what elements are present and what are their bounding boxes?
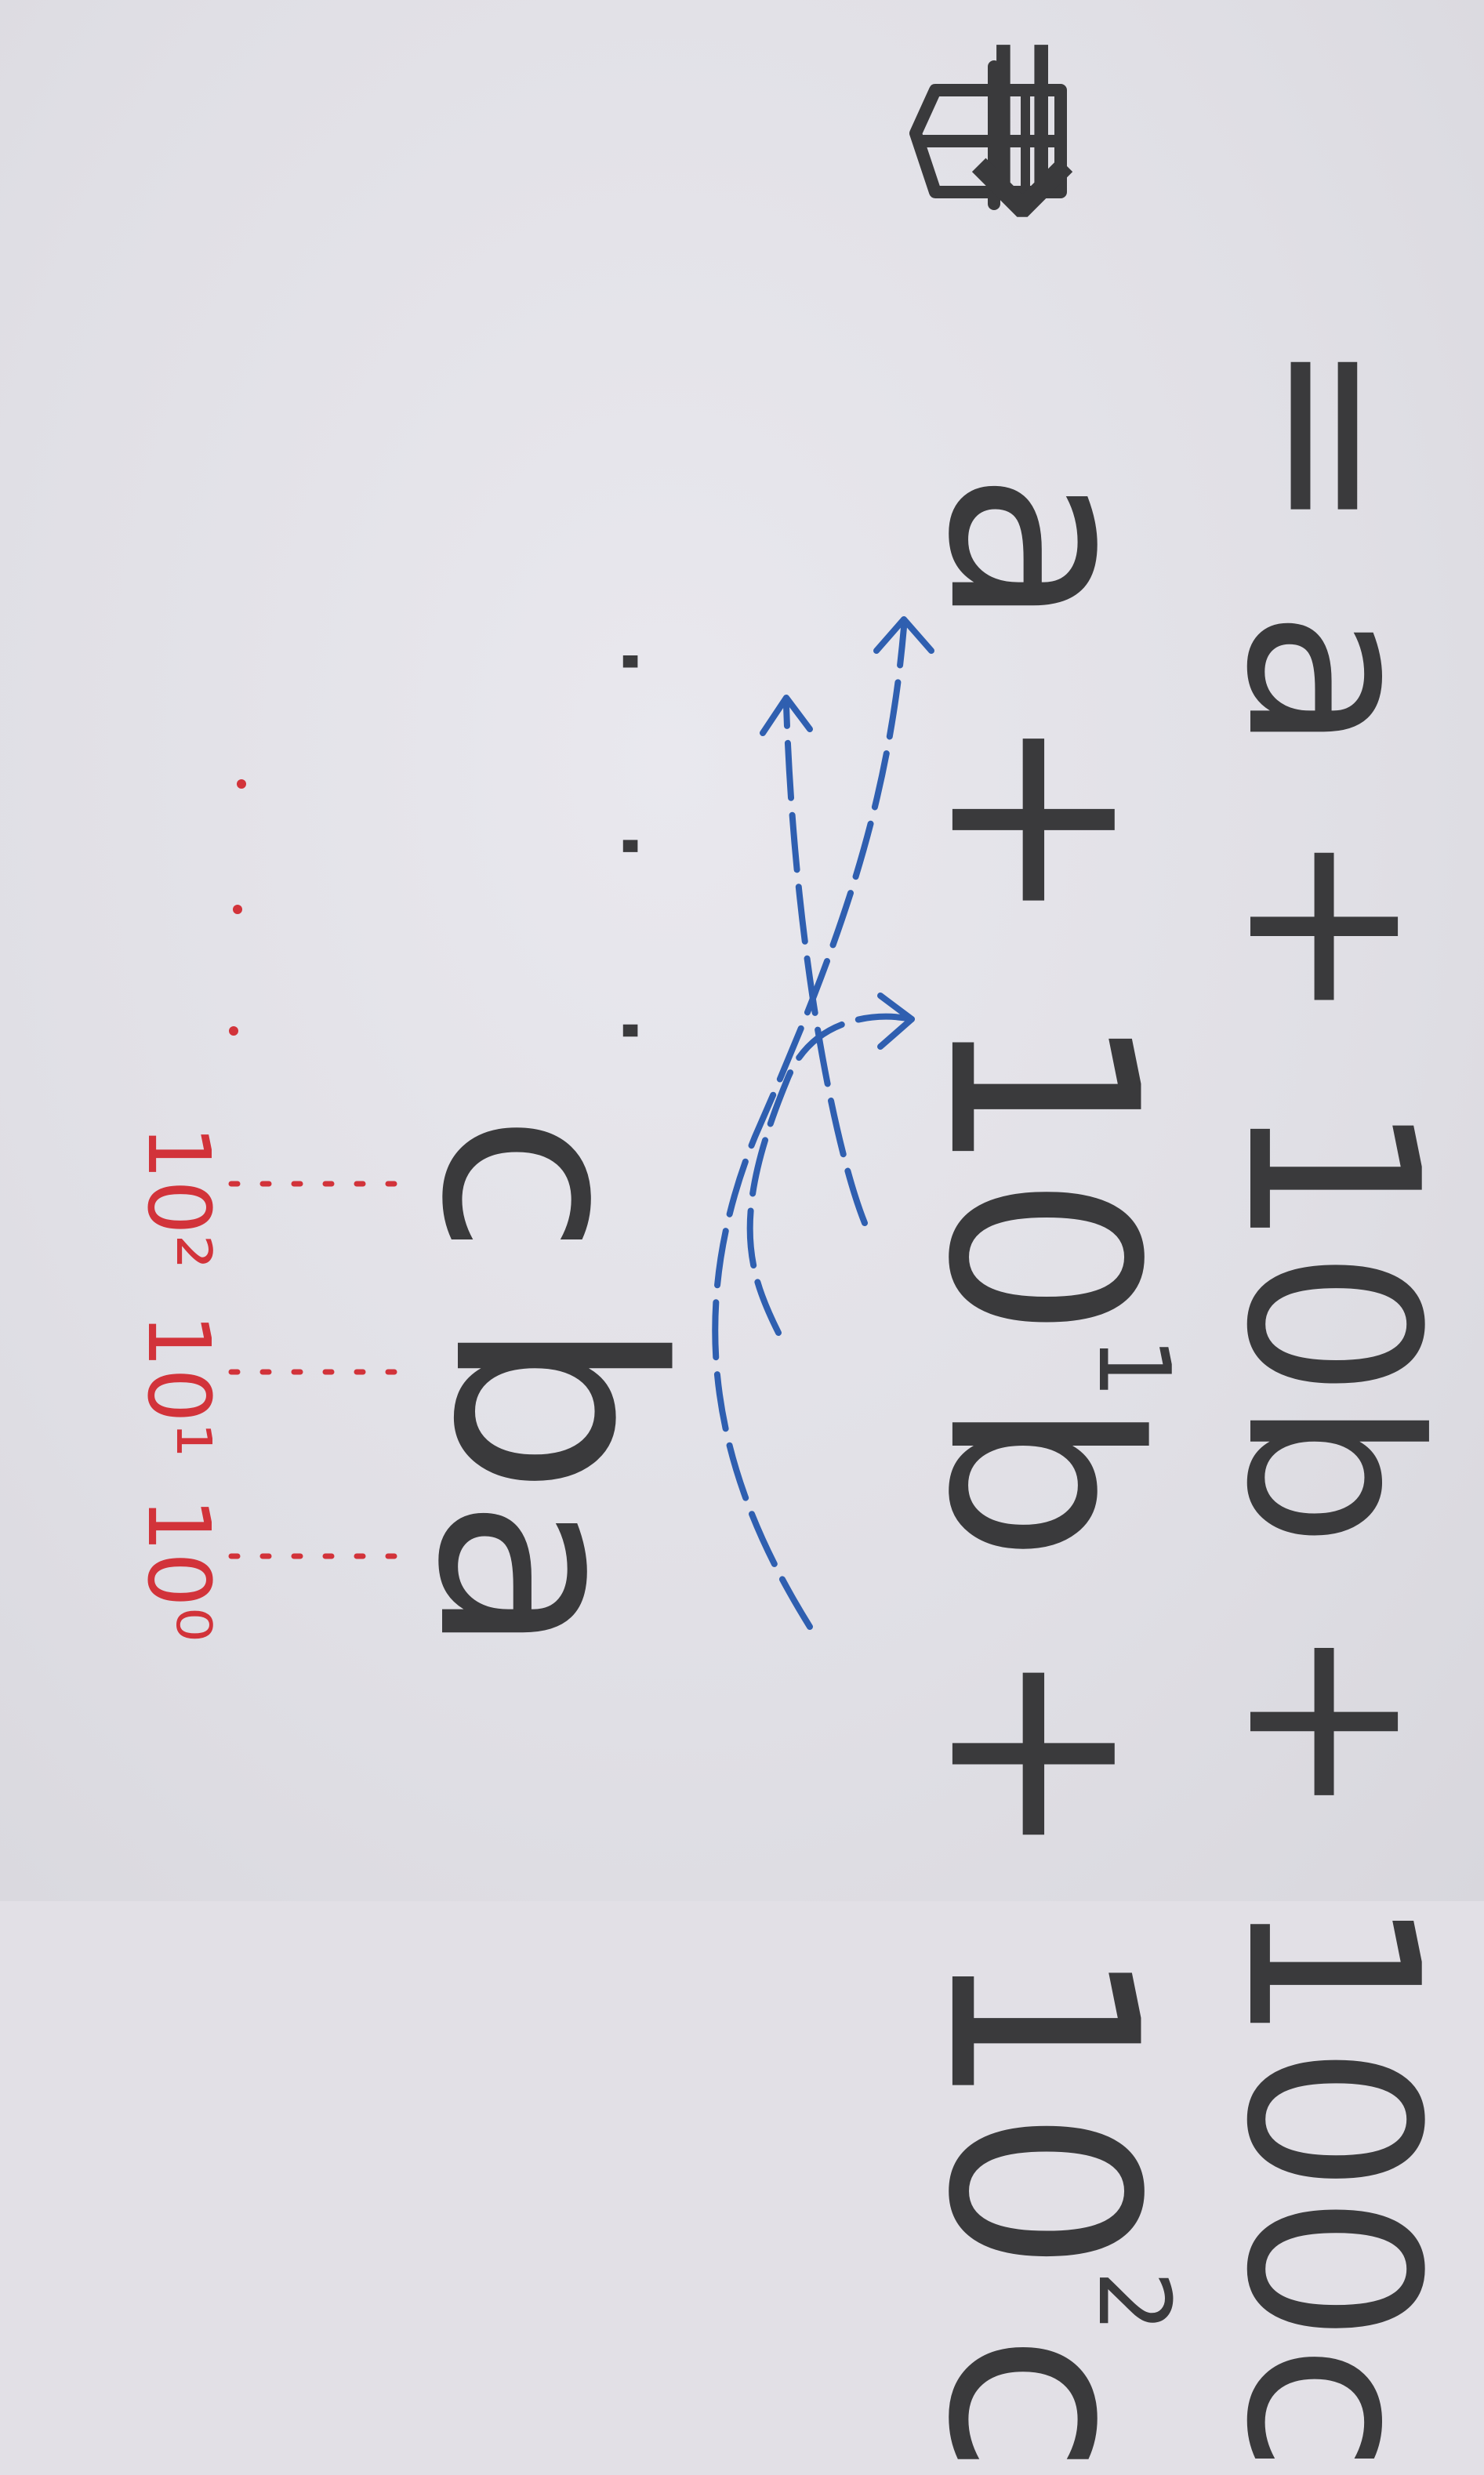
place-value-hundreds: 10² <box>129 1125 229 1270</box>
place-value-ones: 10⁰ <box>129 1497 229 1642</box>
term-b: b <box>891 1399 1192 1563</box>
digit-c: c <box>385 1113 686 1256</box>
equals-sign: = <box>1195 337 1468 535</box>
plus-sign: + <box>891 1645 1192 1863</box>
plus-sign: + <box>1195 1623 1468 1820</box>
plus-sign: + <box>891 711 1192 928</box>
place-value-tens: 10¹ <box>129 1313 229 1458</box>
digit-b: b <box>391 1317 720 1497</box>
term-c: c <box>891 2332 1192 2475</box>
digit-a: a <box>381 1497 682 1657</box>
digit-dots: · · · <box>561 643 698 1105</box>
arrow-b-to-term <box>750 1017 912 1333</box>
simplified-line <box>1195 337 1468 2473</box>
term-a: a <box>1195 608 1468 753</box>
arrow-a-to-term <box>715 627 904 1627</box>
plus-sign: + <box>1195 827 1468 1025</box>
expansion-line <box>891 470 1192 2475</box>
term-10b: 10b <box>1195 1099 1468 1548</box>
term-10: 10 <box>891 1010 1192 1340</box>
term-100c: 100c <box>1195 1895 1468 2473</box>
implies-arrow: ⇒ <box>893 31 1167 229</box>
exponent-1: 1 <box>1076 1336 1191 1399</box>
term-10: 10 <box>891 1944 1192 2274</box>
term-a: a <box>891 470 1192 630</box>
exponent-2: 2 <box>1076 2270 1191 2333</box>
